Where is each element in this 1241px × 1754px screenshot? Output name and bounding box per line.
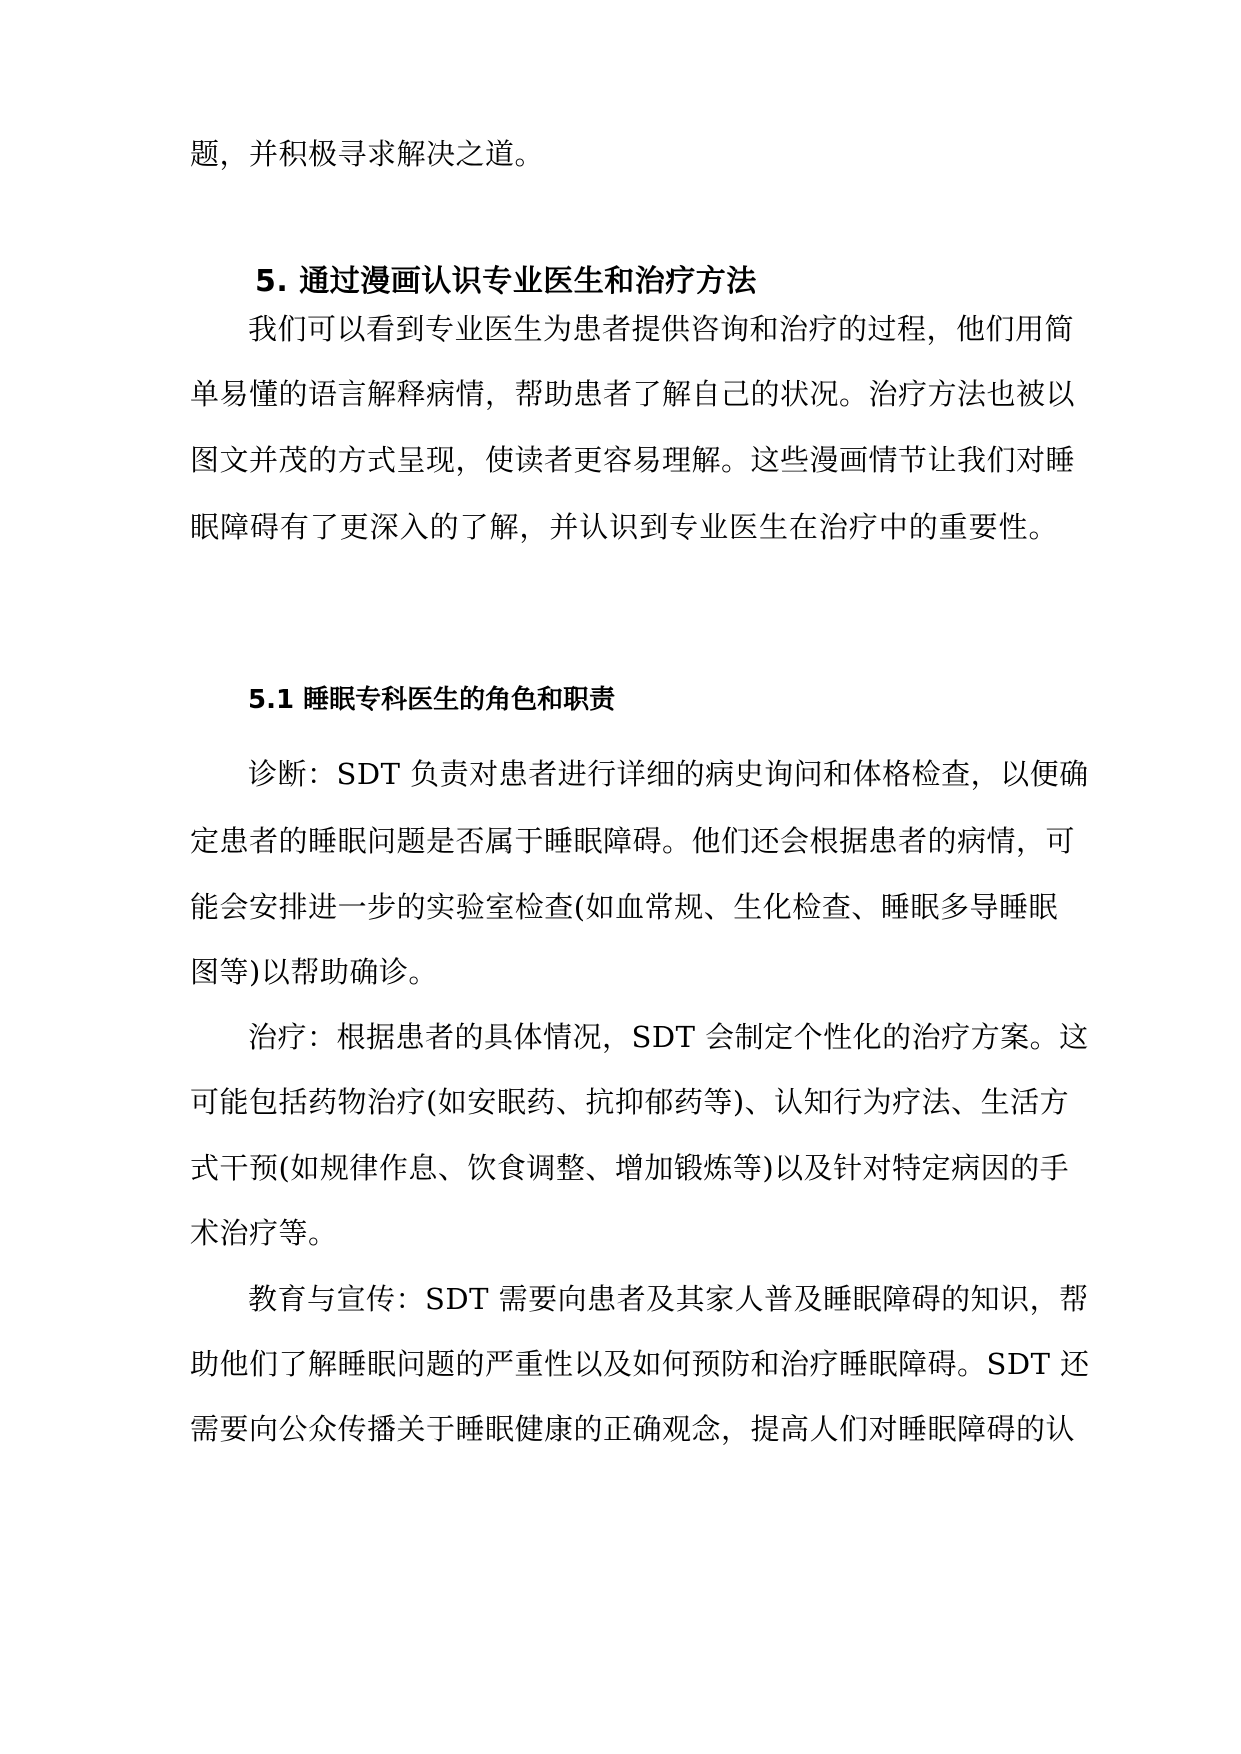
section-5-1-heading: 5.1 睡眠专科医生的角色和职责 [248, 685, 616, 715]
paragraph-line: 图等)以帮助确诊。 [190, 955, 438, 989]
paragraph-line: 能会安排进一步的实验室检查(如血常规、生化检查、睡眠多导睡眠 [190, 890, 1058, 924]
paragraph-line: 定患者的睡眠问题是否属于睡眠障碍。他们还会根据患者的病情，可 [190, 824, 1076, 858]
continuation-line: 题，并积极寻求解决之道。 [190, 137, 545, 171]
paragraph-line: 眠障碍有了更深入的了解，并认识到专业医生在治疗中的重要性。 [190, 510, 1058, 544]
paragraph-line: 治疗：根据患者的具体情况，SDT 会制定个性化的治疗方案。这 [248, 1020, 1089, 1054]
paragraph-line: 需要向公众传播关于睡眠健康的正确观念，提高人们对睡眠障碍的认 [190, 1412, 1076, 1446]
paragraph-line: 助他们了解睡眠问题的严重性以及如何预防和治疗睡眠障碍。SDT 还 [190, 1347, 1090, 1381]
paragraph-line: 可能包括药物治疗(如安眠药、抗抑郁药等)、认知行为疗法、生活方 [190, 1085, 1070, 1119]
paragraph-line: 诊断：SDT 负责对患者进行详细的病史询问和体格检查，以便确 [248, 757, 1089, 791]
paragraph-line: 术治疗等。 [190, 1216, 338, 1250]
paragraph-line: 我们可以看到专业医生为患者提供咨询和治疗的过程，他们用简 [248, 312, 1075, 346]
paragraph-line: 式干预(如规律作息、饮食调整、增加锻炼等)以及针对特定病因的手 [190, 1151, 1070, 1185]
section-5-heading: 5. 通过漫画认识专业医生和治疗方法 [255, 264, 757, 299]
paragraph-line: 图文并茂的方式呈现，使读者更容易理解。这些漫画情节让我们对睡 [190, 443, 1076, 477]
paragraph-line: 单易懂的语言解释病情，帮助患者了解自己的状况。治疗方法也被以 [190, 377, 1076, 411]
paragraph-line: 教育与宣传：SDT 需要向患者及其家人普及睡眠障碍的知识，帮 [248, 1282, 1089, 1316]
